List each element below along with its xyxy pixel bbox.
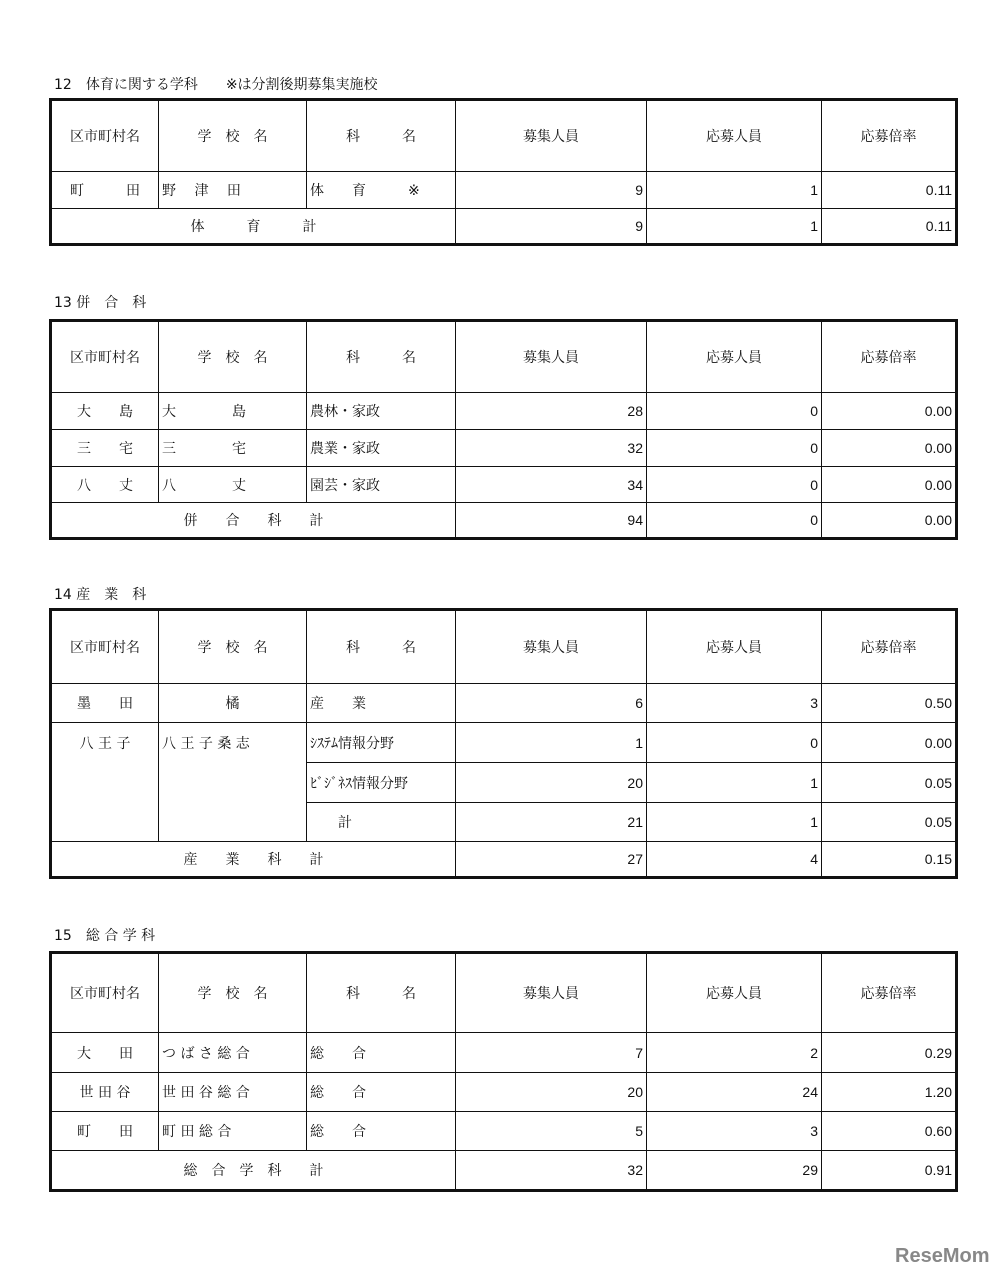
section-title: 14 産 業 科 xyxy=(54,587,147,603)
total-applicants: 1 xyxy=(647,209,822,245)
table-row xyxy=(51,1112,957,1151)
column-header: 学 校 名 xyxy=(159,100,307,172)
column-header: 応募倍率 xyxy=(822,321,957,393)
column-header: 応募倍率 xyxy=(822,100,957,172)
applicants-cell: 0 xyxy=(647,430,822,467)
area-cell: 八 王 子 xyxy=(51,723,159,842)
table-row xyxy=(51,684,957,723)
course-cell: 体 育 ※ xyxy=(307,172,456,209)
capacity-cell: 20 xyxy=(456,1073,647,1112)
school-cell: 大 島 xyxy=(159,393,307,430)
section-table xyxy=(49,608,958,879)
area-cell: 墨 田 xyxy=(51,684,159,723)
area-cell: 世 田 谷 xyxy=(51,1073,159,1112)
applicants-cell: 2 xyxy=(647,1033,822,1073)
section-title: 12 体育に関する学科 ※は分割後期募集実施校 xyxy=(54,77,378,93)
course-cell: 総 合 xyxy=(307,1112,456,1151)
table-row xyxy=(51,430,957,467)
total-row xyxy=(51,1151,957,1191)
ratio-cell: 0.00 xyxy=(822,430,957,467)
column-header: 区市町村名 xyxy=(51,610,159,684)
course-cell: 農業・家政 xyxy=(307,430,456,467)
section-title: 15 総 合 学 科 xyxy=(54,928,156,944)
total-applicants: 0 xyxy=(647,503,822,539)
ratio-cell: 0.05 xyxy=(822,763,957,803)
applicants-cell: 0 xyxy=(647,723,822,763)
applicants-cell: 1 xyxy=(647,763,822,803)
section-title: 13 併 合 科 xyxy=(54,295,147,311)
total-ratio: 0.11 xyxy=(822,209,957,245)
applicants-cell: 0 xyxy=(647,467,822,503)
column-header: 科 名 xyxy=(307,953,456,1033)
column-header: 募集人員 xyxy=(456,321,647,393)
capacity-cell: 6 xyxy=(456,684,647,723)
total-applicants: 4 xyxy=(647,842,822,878)
ratio-cell: 0.60 xyxy=(822,1112,957,1151)
header-row xyxy=(51,321,957,393)
total-label: 総 合 学 科 計 xyxy=(51,1151,456,1191)
header-row xyxy=(51,610,957,684)
capacity-cell: 5 xyxy=(456,1112,647,1151)
course-cell: ｼｽﾃﾑ情報分野 xyxy=(307,723,456,763)
total-capacity: 27 xyxy=(456,842,647,878)
course-cell: 農林・家政 xyxy=(307,393,456,430)
course-cell: ﾋﾞｼﾞﾈｽ情報分野 xyxy=(307,763,456,803)
ratio-cell: 0.29 xyxy=(822,1033,957,1073)
applicants-cell: 24 xyxy=(647,1073,822,1112)
column-header: 科 名 xyxy=(307,610,456,684)
ratio-cell: 0.11 xyxy=(822,172,957,209)
section-table xyxy=(49,951,958,1192)
school-cell: 八 王 子 桑 志 xyxy=(159,723,307,842)
capacity-cell: 21 xyxy=(456,803,647,842)
total-capacity: 32 xyxy=(456,1151,647,1191)
total-ratio: 0.00 xyxy=(822,503,957,539)
table-row xyxy=(51,1033,957,1073)
total-ratio: 0.15 xyxy=(822,842,957,878)
column-header: 学 校 名 xyxy=(159,953,307,1033)
table-row xyxy=(51,723,957,763)
column-header: 応募倍率 xyxy=(822,610,957,684)
area-cell: 大 島 xyxy=(51,393,159,430)
capacity-cell: 9 xyxy=(456,172,647,209)
area-cell: 八 丈 xyxy=(51,467,159,503)
total-row xyxy=(51,503,957,539)
ratio-cell: 0.50 xyxy=(822,684,957,723)
column-header: 学 校 名 xyxy=(159,610,307,684)
course-cell: 産 業 xyxy=(307,684,456,723)
applicants-cell: 1 xyxy=(647,803,822,842)
column-header: 区市町村名 xyxy=(51,100,159,172)
capacity-cell: 28 xyxy=(456,393,647,430)
column-header: 応募人員 xyxy=(647,610,822,684)
column-header: 募集人員 xyxy=(456,610,647,684)
school-cell: 八 丈 xyxy=(159,467,307,503)
area-cell: 町 田 xyxy=(51,172,159,209)
ratio-cell: 0.00 xyxy=(822,723,957,763)
applicants-cell: 0 xyxy=(647,393,822,430)
course-cell: 総 合 xyxy=(307,1073,456,1112)
school-cell: 世 田 谷 総 合 xyxy=(159,1073,307,1112)
area-cell: 町 田 xyxy=(51,1112,159,1151)
capacity-cell: 7 xyxy=(456,1033,647,1073)
header-row xyxy=(51,953,957,1033)
column-header: 学 校 名 xyxy=(159,321,307,393)
area-cell: 三 宅 xyxy=(51,430,159,467)
total-ratio: 0.91 xyxy=(822,1151,957,1191)
column-header: 募集人員 xyxy=(456,100,647,172)
total-label: 併 合 科 計 xyxy=(51,503,456,539)
column-header: 応募人員 xyxy=(647,953,822,1033)
total-row xyxy=(51,842,957,878)
column-header: 科 名 xyxy=(307,321,456,393)
table-row xyxy=(51,467,957,503)
school-cell: 町 田 総 合 xyxy=(159,1112,307,1151)
total-row xyxy=(51,209,957,245)
table-row xyxy=(51,1073,957,1112)
applicants-cell: 3 xyxy=(647,684,822,723)
course-cell: 計 xyxy=(307,803,456,842)
section-table xyxy=(49,98,958,246)
capacity-cell: 34 xyxy=(456,467,647,503)
total-label: 体 育 計 xyxy=(51,209,456,245)
capacity-cell: 32 xyxy=(456,430,647,467)
school-cell: 三 宅 xyxy=(159,430,307,467)
column-header: 募集人員 xyxy=(456,953,647,1033)
column-header: 応募人員 xyxy=(647,100,822,172)
column-header: 区市町村名 xyxy=(51,321,159,393)
school-cell: 野 津 田 xyxy=(159,172,307,209)
section-table xyxy=(49,319,958,540)
school-cell: つ ば さ 総 合 xyxy=(159,1033,307,1073)
total-capacity: 94 xyxy=(456,503,647,539)
header-row xyxy=(51,100,957,172)
column-header: 区市町村名 xyxy=(51,953,159,1033)
ratio-cell: 1.20 xyxy=(822,1073,957,1112)
ratio-cell: 0.00 xyxy=(822,467,957,503)
total-capacity: 9 xyxy=(456,209,647,245)
school-cell: 橘 xyxy=(159,684,307,723)
applicants-cell: 1 xyxy=(647,172,822,209)
table-row xyxy=(51,393,957,430)
applicants-cell: 3 xyxy=(647,1112,822,1151)
resemom-logo: ReseMom xyxy=(895,1245,990,1267)
column-header: 応募人員 xyxy=(647,321,822,393)
course-cell: 園芸・家政 xyxy=(307,467,456,503)
course-cell: 総 合 xyxy=(307,1033,456,1073)
ratio-cell: 0.05 xyxy=(822,803,957,842)
column-header: 科 名 xyxy=(307,100,456,172)
total-applicants: 29 xyxy=(647,1151,822,1191)
ratio-cell: 0.00 xyxy=(822,393,957,430)
area-cell: 大 田 xyxy=(51,1033,159,1073)
capacity-cell: 20 xyxy=(456,763,647,803)
total-label: 産 業 科 計 xyxy=(51,842,456,878)
table-row xyxy=(51,172,957,209)
capacity-cell: 1 xyxy=(456,723,647,763)
column-header: 応募倍率 xyxy=(822,953,957,1033)
